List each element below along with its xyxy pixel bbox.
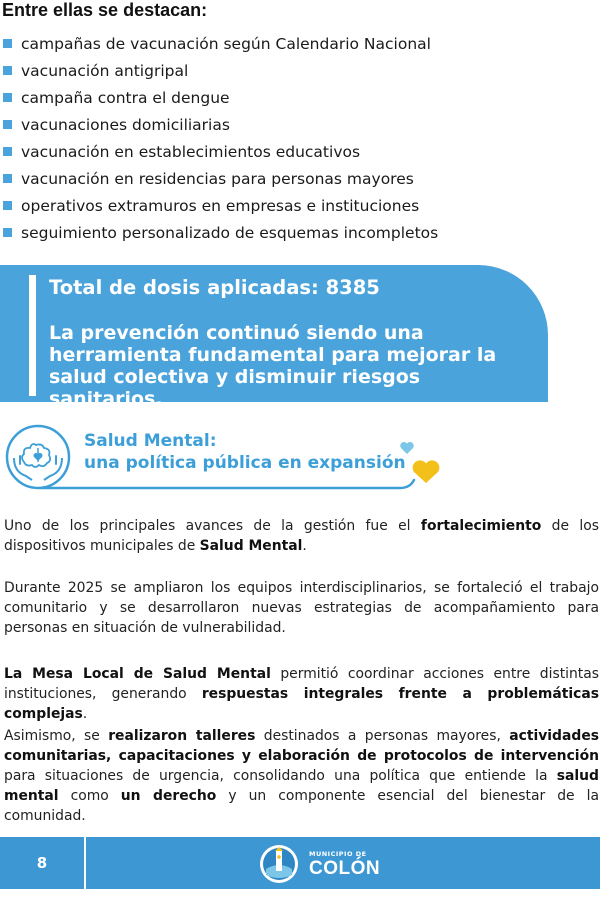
vaccination-list [0, 34, 438, 250]
paragraph-text: permitió coordinar acciones entre distintas instituciones, generando [4, 666, 599, 702]
paragraph-bold: un derecho [120, 788, 217, 804]
colon-shield-icon [258, 843, 302, 885]
paragraph-bold: respuestas integrales frente a problemáticas complejas [4, 686, 599, 722]
list-item [0, 169, 438, 196]
list-item-text: campañas de vacunación según Calendario Nacional [21, 35, 431, 53]
logo-subtitle: MUNICIPIO DE [309, 850, 367, 858]
square-bullet-icon [3, 93, 12, 102]
section-title [84, 430, 406, 474]
paragraph-text: de los dispositivos municipales de [4, 518, 599, 554]
paragraph-bold: actividades comunitarias, capacitaciones y elaboración de protocolos de intervención [4, 728, 600, 764]
list-item [0, 223, 438, 250]
list-item [0, 196, 438, 223]
paragraph-bold: salud mental [4, 768, 599, 804]
paragraph-text: Uno de los principales avances de la gestión fue el [4, 518, 421, 534]
callout-accent-bar [29, 275, 36, 396]
page-footer [0, 837, 600, 889]
paragraph-strengthening [4, 516, 599, 556]
page-number-box [0, 837, 86, 889]
section-heading: Entre ellas se destacan: [2, 0, 208, 20]
square-bullet-icon [3, 228, 12, 237]
list-item [0, 142, 438, 169]
paragraph-text: . [82, 706, 88, 722]
section-title-line1: Salud Mental: [84, 431, 217, 451]
doses-callout [0, 265, 548, 410]
paragraph-text: . [302, 538, 307, 554]
logo-name: COLÓN [309, 858, 381, 879]
list-item [0, 34, 438, 61]
section-title-line2: una política pública en expansión [84, 453, 406, 473]
list-item-text: operativos extramuros en empresas e instituciones [21, 197, 420, 215]
list-item [0, 115, 438, 142]
list-item-text: vacunación en establecimientos educativos [21, 143, 361, 161]
page-number: 8 [36, 854, 48, 872]
square-bullet-icon [3, 201, 12, 210]
paragraph-bold: La Mesa Local de Salud Mental [4, 666, 271, 682]
list-item [0, 88, 438, 115]
list-item [0, 61, 438, 88]
square-bullet-icon [3, 66, 12, 75]
paragraph-2025: Durante 2025 se ampliaron los equipos interdisciplinarios, se fortaleció el trabajo comunitario y se desarrollaron nuevas estrategias de acompañamiento para personas en situación de vulnerabilidad. [4, 580, 599, 636]
brain-hands-icon [7, 426, 69, 488]
list-item-text: vacunación en residencias para personas mayores [21, 170, 414, 188]
paragraph-text: y un componente esencial del bienestar de la comunidad. [4, 788, 600, 824]
callout-message: La prevención continuó siendo una herramienta fundamental para mejorar la salud colectiva y disminuir riesgos sanitarios. [49, 322, 497, 410]
list-item-text: vacunaciones domiciliarias [21, 116, 230, 134]
paragraph-mesa-local [4, 664, 599, 724]
list-item-text: vacunación antigripal [21, 62, 189, 80]
paragraph-bold: realizaron talleres [108, 728, 256, 744]
paragraph-text: para situaciones de urgencia, consolidando una política que entiende la [4, 768, 557, 784]
paragraph-bold: Salud Mental [199, 538, 303, 554]
paragraph-text: Asimismo, se [4, 728, 109, 744]
municipality-logo [256, 843, 386, 885]
total-doses: Total de dosis aplicadas: 8385 [49, 276, 380, 299]
paragraph-text: como [58, 788, 121, 804]
paragraph-talleres [4, 726, 599, 826]
square-bullet-icon [3, 147, 12, 156]
paragraph-bold: fortalecimiento [420, 518, 542, 534]
square-bullet-icon [3, 120, 12, 129]
square-bullet-icon [3, 174, 12, 183]
list-item-text: campaña contra el dengue [21, 89, 230, 107]
hearts-icon [400, 442, 439, 483]
square-bullet-icon [3, 39, 12, 48]
list-item-text: seguimiento personalizado de esquemas incompletos [21, 224, 439, 242]
paragraph-text: destinados a personas mayores, [255, 728, 510, 744]
